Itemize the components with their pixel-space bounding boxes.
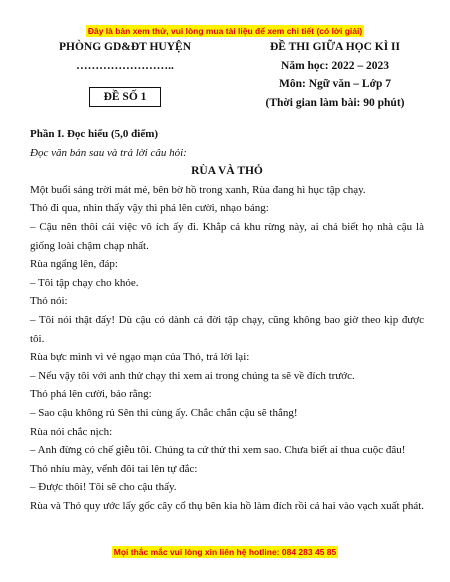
story-paragraph: Thỏ nhíu mày, vểnh đôi tai lên tự đắc: bbox=[30, 462, 198, 475]
story-paragraph: – Cậu nên thôi cái việc vô ích ấy đi. Khắp cả khu rừng này, ai chả biết họ nhà cậu là giống loài chậm chạp nhất. bbox=[30, 220, 424, 252]
story-paragraph: Một buổi sáng trời mát mẻ, bên bờ hồ trong xanh, Rùa đang hì hục tập chạy. bbox=[30, 183, 366, 196]
story-paragraph: Thỏ phá lên cười, bảo rằng: bbox=[30, 388, 152, 401]
header-right bbox=[245, 38, 425, 112]
district-placeholder: …………………….. bbox=[76, 59, 174, 72]
exam-header bbox=[40, 38, 410, 122]
exam-content bbox=[30, 125, 424, 515]
story-paragraph: – Được thôi! Tôi sẽ cho cậu thấy. bbox=[30, 481, 177, 494]
story-paragraph: – Sao cậu không rủ Sên thi cùng ấy. Chắc chắn cậu sẽ thắng! bbox=[30, 406, 298, 419]
story-paragraph: Rùa bực mình vì vẻ ngạo mạn của Thỏ, trả lời lại: bbox=[30, 351, 250, 364]
story-paragraph: Thỏ nói: bbox=[30, 295, 68, 308]
story-title: RÙA VÀ THỎ bbox=[191, 165, 263, 178]
hotline-banner bbox=[0, 547, 450, 557]
story-paragraph: – Anh đừng có chế giễu tôi. Chúng ta cứ thử thi xem sao. Chưa biết ai thua cuộc đâu! bbox=[30, 444, 406, 457]
preview-notice-text: Đây là bản xem thử, vui lòng mua tài liệu để xem chi tiết (có lời giải) bbox=[87, 26, 363, 36]
story-paragraph: – Tôi nói thật đấy! Dù cậu có dành cả đời tập chạy, cũng không bao giờ theo kịp được tôi. bbox=[30, 313, 424, 345]
department-name: PHÒNG GD&ĐT HUYỆN bbox=[58, 41, 192, 53]
story-paragraph: Rùa ngẩng lên, đáp: bbox=[30, 258, 118, 271]
story-paragraph: – Nếu vậy tôi với anh thử chạy thi xem ai trong chúng ta sẽ về đích trước. bbox=[30, 369, 355, 382]
story-paragraph: Thỏ đi qua, nhìn thấy vậy thì phá lên cười, nhạo báng: bbox=[30, 202, 269, 215]
exam-duration: (Thời gian làm bài: 90 phút) bbox=[265, 96, 405, 109]
exam-title: ĐỀ THI GIỮA HỌC KÌ II bbox=[269, 41, 401, 53]
preview-notice-banner bbox=[0, 26, 450, 36]
instruction-text: Đọc văn bản sau và trả lời câu hỏi: bbox=[30, 146, 187, 159]
section-heading: Phần I. Đọc hiểu (5,0 điểm) bbox=[30, 128, 159, 140]
story-paragraph: – Tôi tập chạy cho khỏe. bbox=[30, 276, 139, 289]
subject-grade: Môn: Ngữ văn – Lớp 7 bbox=[279, 78, 391, 90]
hotline-text: Mọi thắc mắc vui lòng xin liên hệ hotline: 084 283 45 85 bbox=[113, 547, 337, 557]
story-paragraph: Rùa và Thỏ quy ước lấy gốc cây cổ thụ bên kia hồ làm đích rồi cả hai vào vạch xuất phát. bbox=[30, 499, 425, 512]
header-left bbox=[40, 38, 210, 107]
school-year: Năm học: 2022 – 2023 bbox=[281, 59, 389, 72]
exam-number-box: ĐỀ SỐ 1 bbox=[89, 87, 162, 107]
story-paragraph: Rùa nói chắc nịch: bbox=[30, 425, 113, 438]
